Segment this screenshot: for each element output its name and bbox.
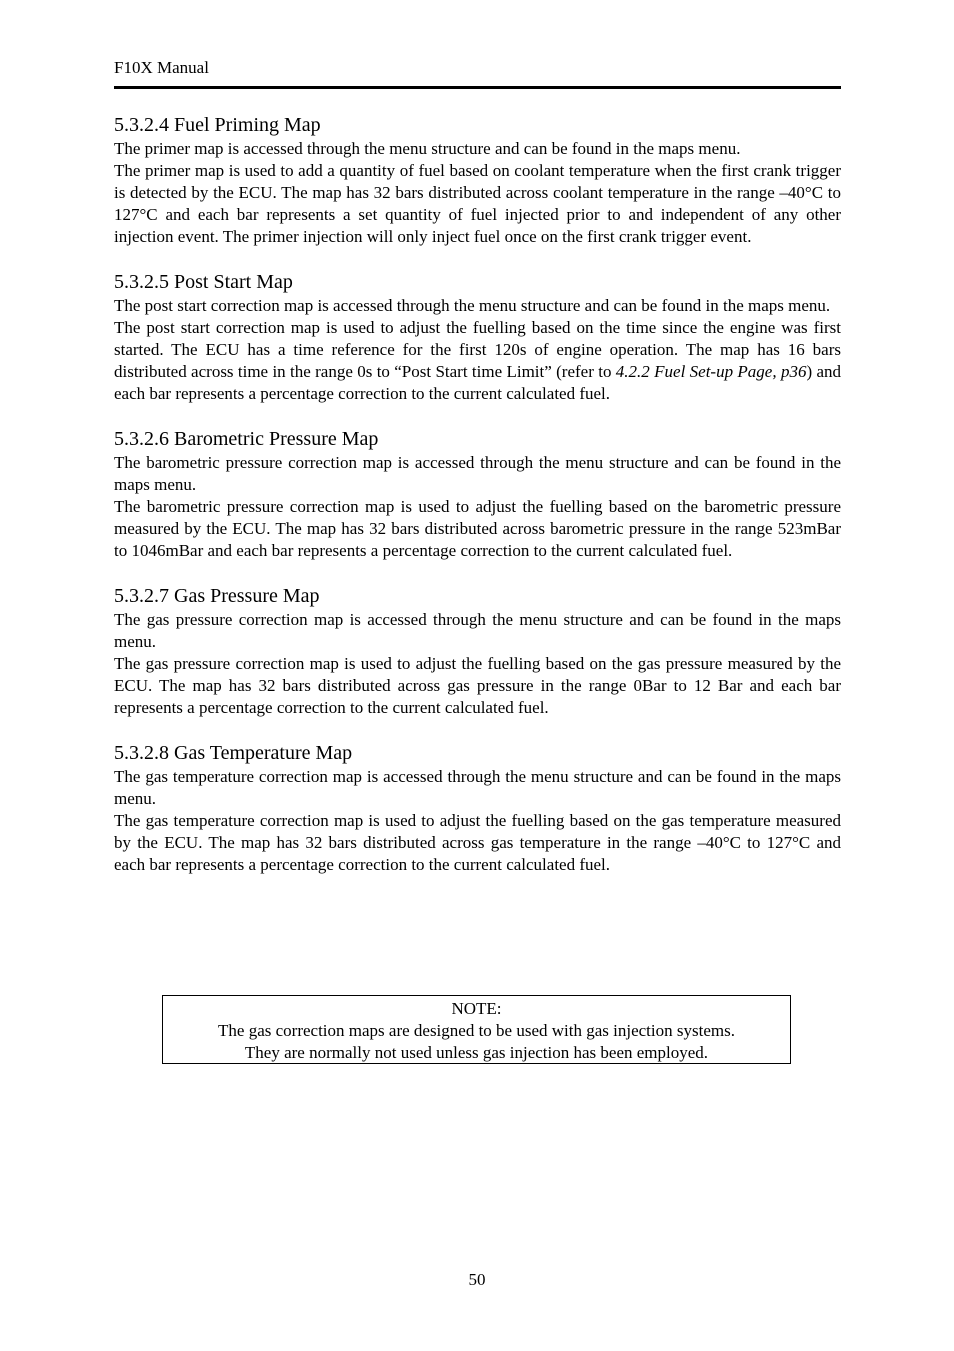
section-heading: 5.3.2.8 Gas Temperature Map — [114, 742, 353, 764]
section-paragraph: The gas temperature correction map is accessed through the menu structure and can be found in the maps menu. — [114, 767, 841, 808]
section-barometric-pressure-map — [114, 426, 841, 562]
header-rule — [114, 86, 841, 89]
section-gas-temperature-map — [114, 740, 841, 876]
section-heading: 5.3.2.7 Gas Pressure Map — [114, 585, 320, 607]
section-paragraph: The post start correction map is accessed through the menu structure and can be found in the maps menu. — [114, 296, 831, 315]
note-box — [162, 995, 791, 1064]
section-paragraph: The primer map is used to add a quantity of fuel based on coolant temperature when the first crank trigger is detected by the ECU. The map has 32 bars distributed across coolant temperature in the range –40°C to 127°C and each bar represents a set quantity of fuel injected prior to and independent of any other injection event. The primer injection will only inject fuel once on the first crank trigger event. — [114, 161, 841, 246]
section-paragraph — [114, 317, 841, 405]
page-content — [114, 112, 841, 897]
section-paragraph: The barometric pressure correction map is used to adjust the fuelling based on the barometric pressure measured by the ECU. The map has 32 bars distributed across barometric pressure in the range 523mBar to 1046mBar and each bar represents a percentage correction to the current calculated fuel. — [114, 497, 841, 560]
note-line: They are normally not used unless gas injection has been employed. — [244, 1043, 709, 1062]
paragraph-text: ) and each bar represents a percentage correction to the current calculated fuel. — [114, 362, 842, 403]
section-heading: 5.3.2.4 Fuel Priming Map — [114, 114, 321, 136]
running-header: F10X Manual — [114, 58, 209, 77]
section-paragraph: The barometric pressure correction map is accessed through the menu structure and can be found in the maps menu. — [114, 453, 841, 494]
section-post-start-map — [114, 269, 841, 405]
section-paragraph: The gas pressure correction map is accessed through the menu structure and can be found in the maps menu. — [114, 610, 841, 651]
cross-reference: 4.2.2 Fuel Set-up Page, p36 — [615, 362, 807, 381]
section-gas-pressure-map — [114, 583, 841, 719]
section-paragraph: The gas temperature correction map is used to adjust the fuelling based on the gas temperature measured by the ECU. The map has 32 bars distributed across gas temperature in the range –40°C to 127°C and each bar represents a percentage correction to the current calculated fuel. — [114, 811, 841, 874]
section-heading: 5.3.2.6 Barometric Pressure Map — [114, 428, 379, 450]
paragraph-text: The post start correction map is used to adjust the fuelling based on the time since the engine was first started. The ECU has a time reference for the first 120s of engine operation. The map has 16 bars distributed across time in the range 0s to “Post Start time Limit” (refer to — [114, 318, 841, 381]
section-fuel-priming-map — [114, 112, 841, 248]
section-paragraph: The primer map is accessed through the menu structure and can be found in the maps menu. — [114, 139, 741, 158]
page-number: 50 — [468, 1270, 486, 1289]
note-title: NOTE: — [451, 999, 502, 1018]
note-line: The gas correction maps are designed to be used with gas injection systems. — [218, 1021, 735, 1040]
section-heading: 5.3.2.5 Post Start Map — [114, 271, 293, 293]
section-paragraph: The gas pressure correction map is used to adjust the fuelling based on the gas pressure measured by the ECU. The map has 32 bars distributed across gas pressure in the range 0Bar to 12 Bar and each bar represents a percentage correction to the current calculated fuel. — [114, 654, 841, 717]
